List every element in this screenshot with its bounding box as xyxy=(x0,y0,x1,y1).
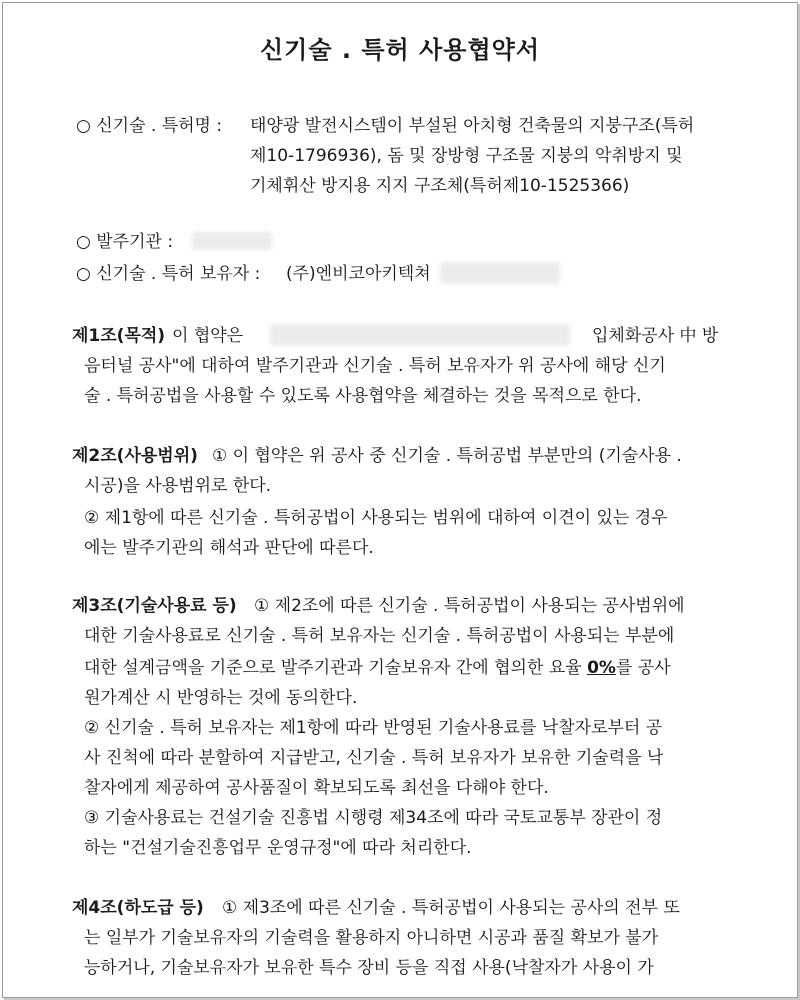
article-2-line-3: ② 제1항에 따른 신기술 . 특허공법이 사용되는 범위에 대하여 이견이 있는 경우 xyxy=(84,508,668,528)
article-4-heading: 제4조(하도급 등) xyxy=(72,898,204,918)
article-3-line-8: ③ 기술사용료는 건설기술 진흥법 시행령 제34조에 따라 국토교통부 장관이 정 xyxy=(84,808,663,828)
article-1-line-3: 술 . 특허공법을 사용할 수 있도록 사용협약을 체결하는 것을 목적으로 한다. xyxy=(84,386,642,406)
document-title: 신기술 . 특허 사용협약서 xyxy=(259,36,541,64)
article-4-line-3: 능하거나, 기술보유자가 보유한 특수 장비 등을 직접 사용(낙찰자가 사용이 가 xyxy=(84,958,654,978)
article-1-line-1b: 입체화공사 中 방 xyxy=(592,326,719,346)
article-3-line-4: 원가계산 시 반영하는 것에 동의한다. xyxy=(84,688,358,708)
article-2-heading: 제2조(사용범위) xyxy=(72,446,198,466)
patent-name-line-1: 태양광 발전시스템이 부설된 아치형 건축물의 지붕구조(특허 xyxy=(250,116,695,136)
redacted-agency xyxy=(192,232,272,250)
article-3-line-6: 사 진척에 따라 분할하여 지급받고, 신기술 . 특허 보유자가 보유한 기술력을 낙 xyxy=(84,748,664,768)
ordering-agency-label: ○ 발주기관 : xyxy=(76,232,174,252)
redacted-project xyxy=(270,324,570,346)
patent-holder-value: (주)엔비코아키텍쳐 xyxy=(286,264,431,284)
article-2-line-1: ① 이 협약은 위 공사 중 신기술 . 특허공법 부분만의 (기술사용 . xyxy=(212,446,682,466)
article-3-line-3b: 를 공사 xyxy=(615,658,671,678)
article-3-line-3a: 대한 설계금액을 기준으로 발주기관과 기술보유자 간에 협의한 요율 xyxy=(84,658,582,678)
article-4-line-1: ① 제3조에 따른 신기술 . 특허공법이 사용되는 공사의 전부 또 xyxy=(222,898,680,918)
article-4-line-2: 는 일부가 기술보유자의 기술력을 활용하지 아니하면 시공과 품질 확보가 불가 xyxy=(84,928,659,948)
usage-fee-rate: 0% xyxy=(587,658,616,678)
article-3-line-2: 대한 기술사용료로 신기술 . 특허 보유자는 신기술 . 특허공법이 사용되는 부분에 xyxy=(84,626,675,646)
article-3-line-9: 하는 "건설기술진흥업무 운영규정"에 따라 처리한다. xyxy=(84,838,472,858)
article-3-line-7: 찰자에게 제공하여 공사품질이 확보되도록 최선을 다해야 한다. xyxy=(84,778,549,798)
patent-name-label: ○ 신기술 . 특허명 : xyxy=(76,116,223,136)
article-3-line-3 xyxy=(84,658,671,678)
article-1-line-2: 음터널 공사"에 대하여 발주기관과 신기술 . 특허 보유자가 위 공사에 해당 신기 xyxy=(84,356,666,376)
article-3-heading: 제3조(기술사용료 등) xyxy=(72,596,237,616)
patent-holder-label: ○ 신기술 . 특허 보유자 : xyxy=(76,264,261,284)
article-2-line-4: 에는 발주기관의 해석과 판단에 따른다. xyxy=(84,538,374,558)
patent-name-line-2: 제10-1796936), 돔 및 장방형 구조물 지붕의 악취방지 및 xyxy=(250,146,683,166)
article-2-line-2: 시공)을 사용범위로 한다. xyxy=(84,476,272,496)
article-1-line-1a: 이 협약은 xyxy=(172,326,244,346)
patent-name-line-3: 기체휘산 방지용 지지 구조체(특허제10-1525366) xyxy=(250,176,630,196)
article-3-line-5: ② 신기술 . 특허 보유자는 제1항에 따라 반영된 기술사용료를 낙찰자로부터 공 xyxy=(84,718,663,738)
article-3-line-1: ① 제2조에 따른 신기술 . 특허공법이 사용되는 공사범위에 xyxy=(254,596,685,616)
redacted-holder-extra xyxy=(440,262,560,284)
article-1-heading: 제1조(목적) xyxy=(72,326,166,346)
